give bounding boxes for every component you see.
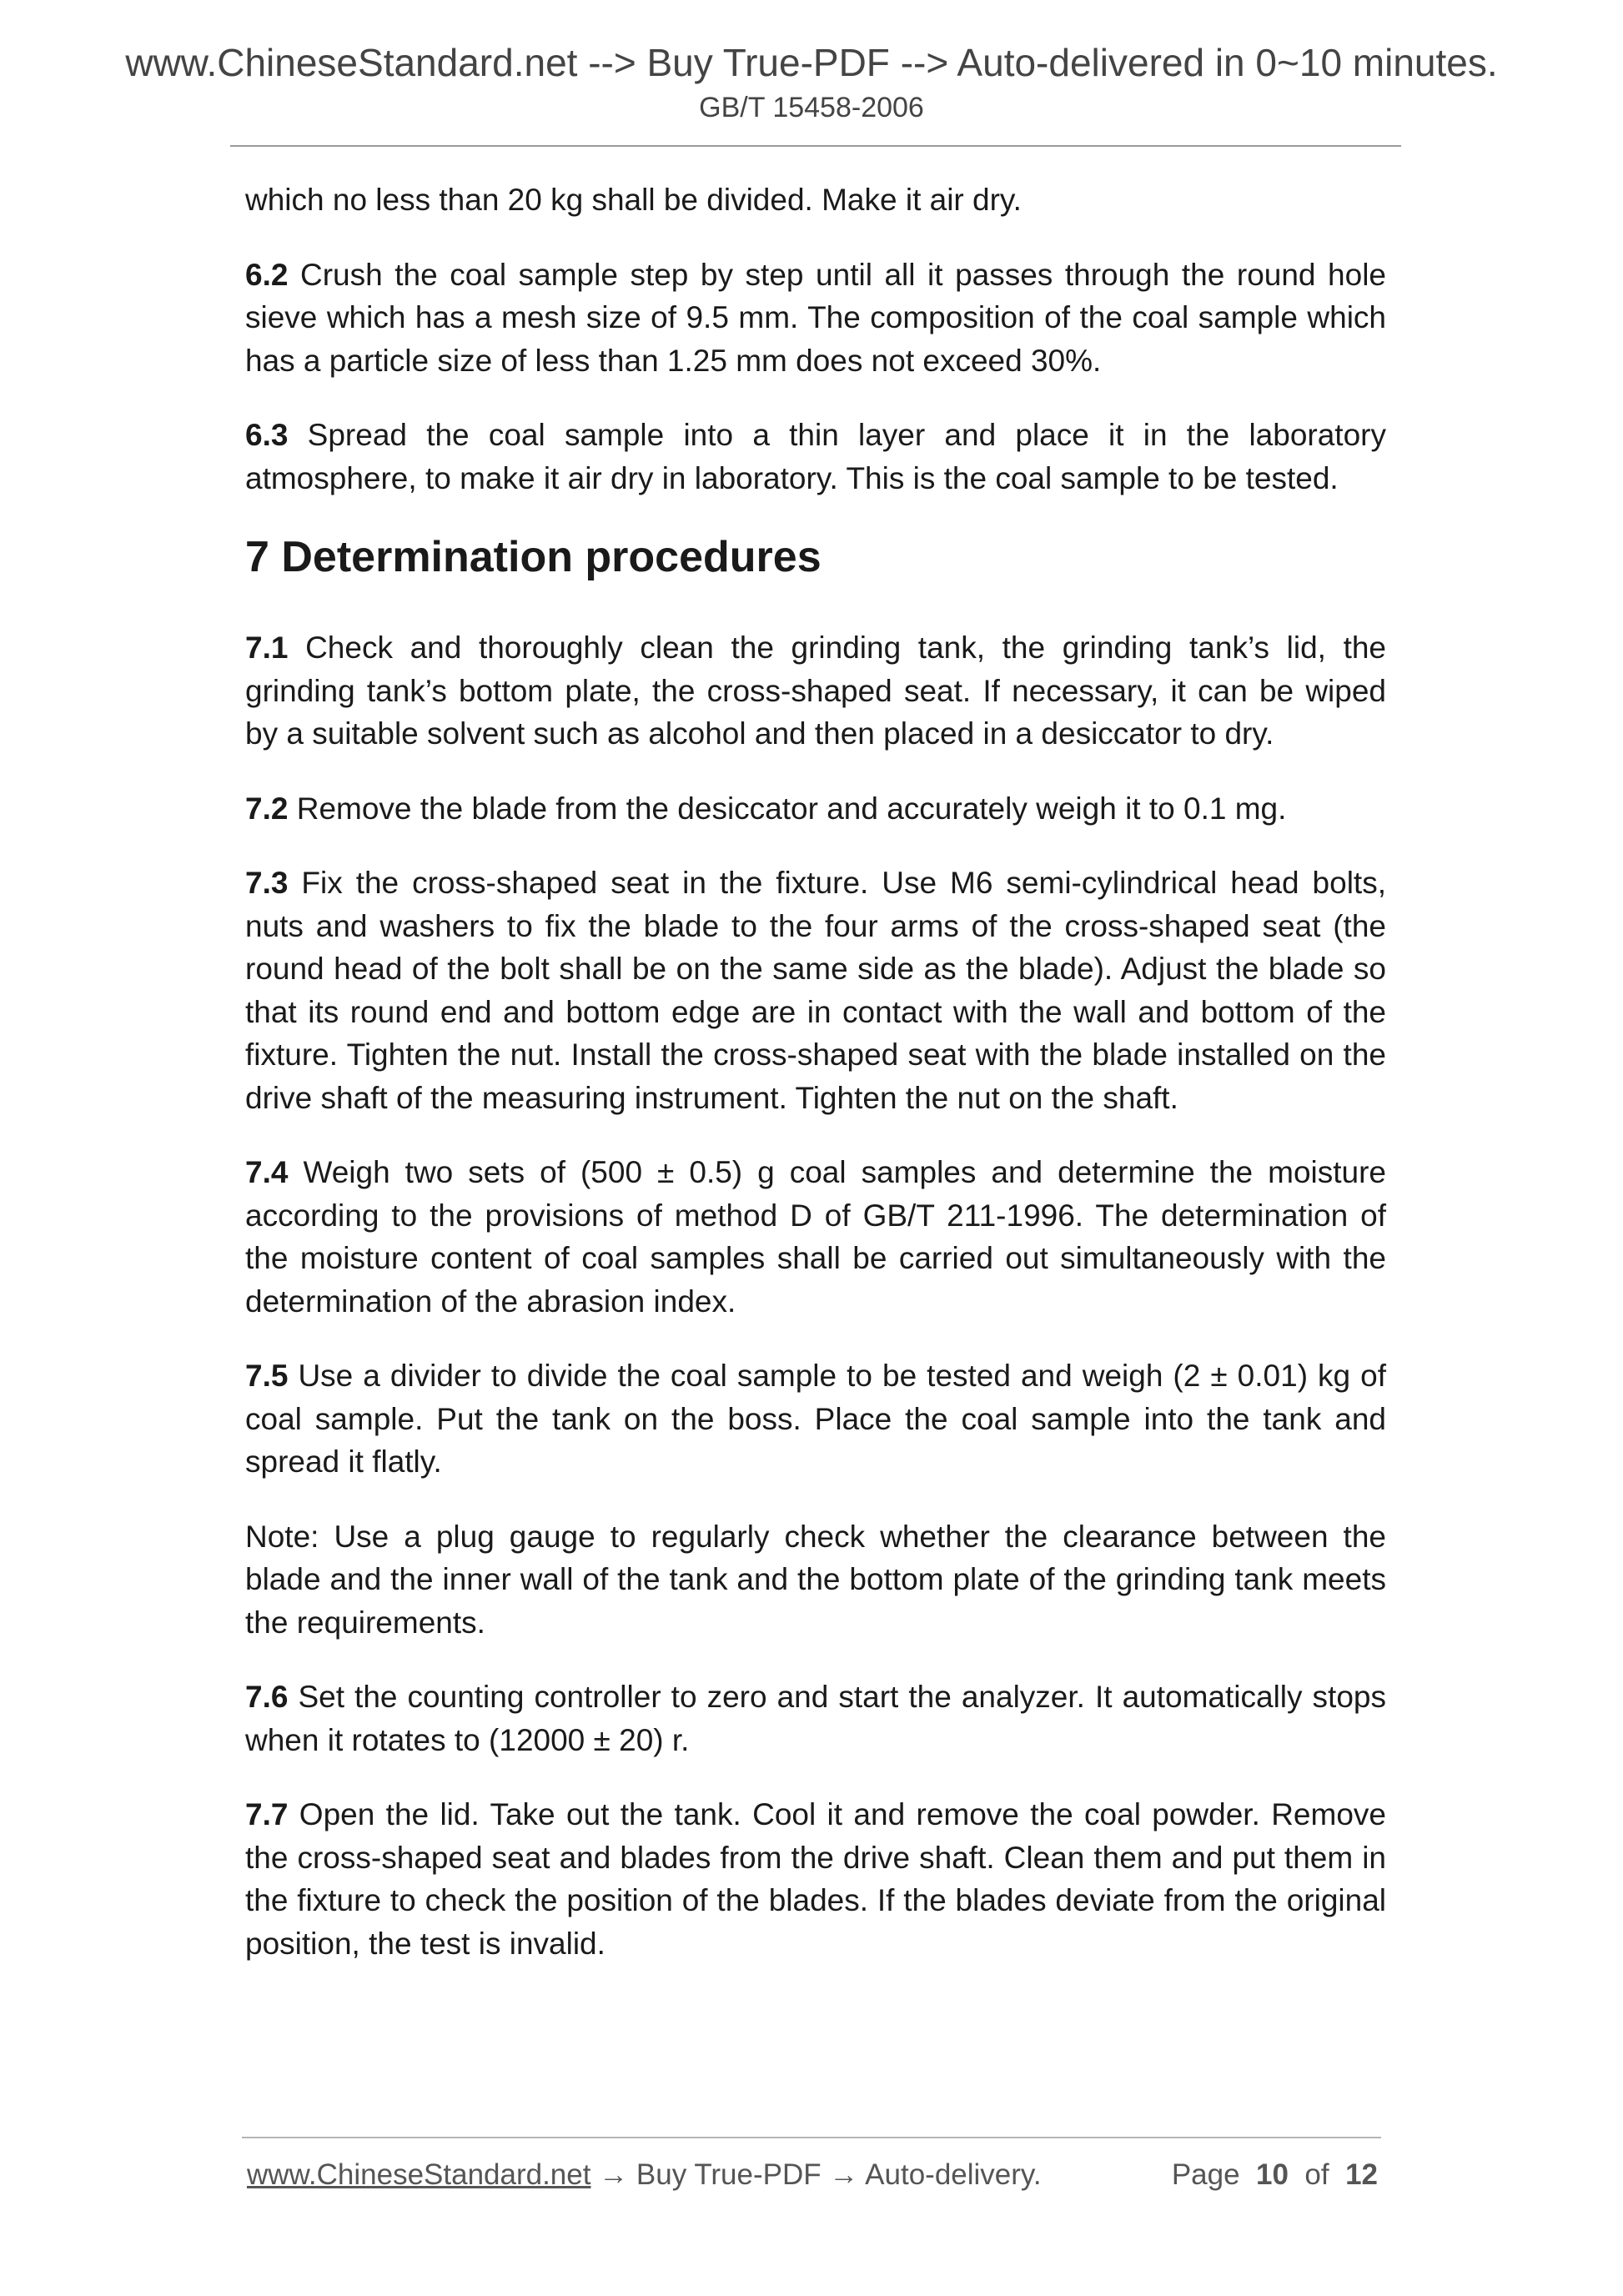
clause-number: 7.2	[245, 791, 289, 826]
of-word: of	[1304, 2158, 1329, 2191]
clause-number: 7.7	[245, 1797, 289, 1832]
document-code: GB/T 15458-2006	[699, 92, 924, 123]
clause-number: 6.2	[245, 257, 289, 292]
clause-7-6	[245, 1676, 1386, 1761]
clause-7-5	[245, 1354, 1386, 1484]
clause-6-3	[245, 414, 1386, 500]
page-word: Page	[1171, 2158, 1240, 2191]
page-content	[245, 178, 1386, 1997]
clause-text: Remove the blade from the desiccator and accurately weigh it to 0.1 mg.	[288, 791, 1287, 826]
site-link[interactable]: www.ChineseStandard.net	[247, 2158, 591, 2191]
clause-6-2	[245, 254, 1386, 383]
clause-text: Use a divider to divide the coal sample to be tested and weigh (2 ± 0.01) kg of coal sample. Put the tank on the boss. Place the coal sample into the tank and spread it flatly.	[245, 1359, 1386, 1480]
clause-number: 6.3	[245, 418, 289, 452]
clause-number: 7.4	[245, 1155, 289, 1190]
clause-text: Weigh two sets of (500 ± 0.5) g coal samples and determine the moisture according to the provisions of method D of GB/T 211-1996. The determination of the moisture content of coal samples shall be carried out simultaneously with the determination of the abrasion index.	[245, 1155, 1386, 1319]
page-total: 12	[1345, 2158, 1378, 2191]
clause-text: Open the lid. Take out the tank. Cool it and remove the coal powder. Remove the cross-shaped seat and blades from the drive shaft. Clean them and put them in the fixture to check the position of the blades. If the blades deviate from the original position, the test is invalid.	[245, 1797, 1386, 1961]
header-divider	[230, 145, 1401, 147]
page-indicator	[1172, 2158, 1378, 2192]
clause-text: Spread the coal sample into a thin layer and place it in the laboratory atmosphere, to make it air dry in laboratory. This is the coal sample to be tested.	[245, 418, 1386, 495]
footer-divider	[242, 2137, 1381, 2138]
note-paragraph: Note: Use a plug gauge to regularly check whether the clearance between the blade and the inner wall of the tank and the bottom plate of the grinding tank meets the requirements.	[245, 1519, 1386, 1640]
clause-number: 7.1	[245, 631, 289, 666]
clause-text: Fix the cross-shaped seat in the fixture. Use M6 semi-cylindrical head bolts, nuts and washers to fix the blade to the four arms of the cross-shaped seat (the round head of the bolt shall be on the same side as the blade). Adjust the blade so that its round end and bottom edge are in contact with the wall and bottom of the fixture. Tighten the nut. Install the cross-shaped seat with the blade installed on the drive shaft of the measuring instrument. Tighten the nut on the shaft.	[245, 866, 1386, 1115]
clause-number: 7.6	[245, 1680, 289, 1715]
page-current: 10	[1256, 2158, 1289, 2191]
header-banner: www.ChineseStandard.net --> Buy True-PDF --> Auto-delivered in 0~10 minutes.	[125, 41, 1498, 84]
paragraph-intro: which no less than 20 kg shall be divided. Make it air dry.	[245, 183, 1022, 217]
clause-7-3	[245, 862, 1386, 1119]
footer-promo	[247, 2158, 1042, 2192]
clause-7-2	[245, 787, 1386, 831]
clause-7-7	[245, 1793, 1386, 1965]
clause-number: 7.3	[245, 866, 289, 901]
clause-text: Crush the coal sample step by step until all it passes through the round hole sieve which has a mesh size of 9.5 mm. The composition of the coal sample which has a particle size of less than 1.25 mm does not exceed 30%.	[245, 257, 1386, 378]
clause-number: 7.5	[245, 1359, 289, 1394]
footer-tagline: → Buy True-PDF → Auto-delivery.	[590, 2158, 1042, 2191]
clause-7-4	[245, 1151, 1386, 1323]
clause-text: Set the counting controller to zero and start the analyzer. It automatically stops when it rotates to (12000 ± 20) r.	[245, 1680, 1386, 1757]
clause-7-1	[245, 626, 1386, 756]
clause-text: Check and thoroughly clean the grinding tank, the grinding tank’s lid, the grinding tank’s bottom plate, the cross-shaped seat. If necessary, it can be wiped by a suitable solvent such as alcohol and then placed in a desiccator to dry.	[245, 631, 1386, 751]
section-heading-7: 7 Determination procedures	[245, 533, 822, 581]
